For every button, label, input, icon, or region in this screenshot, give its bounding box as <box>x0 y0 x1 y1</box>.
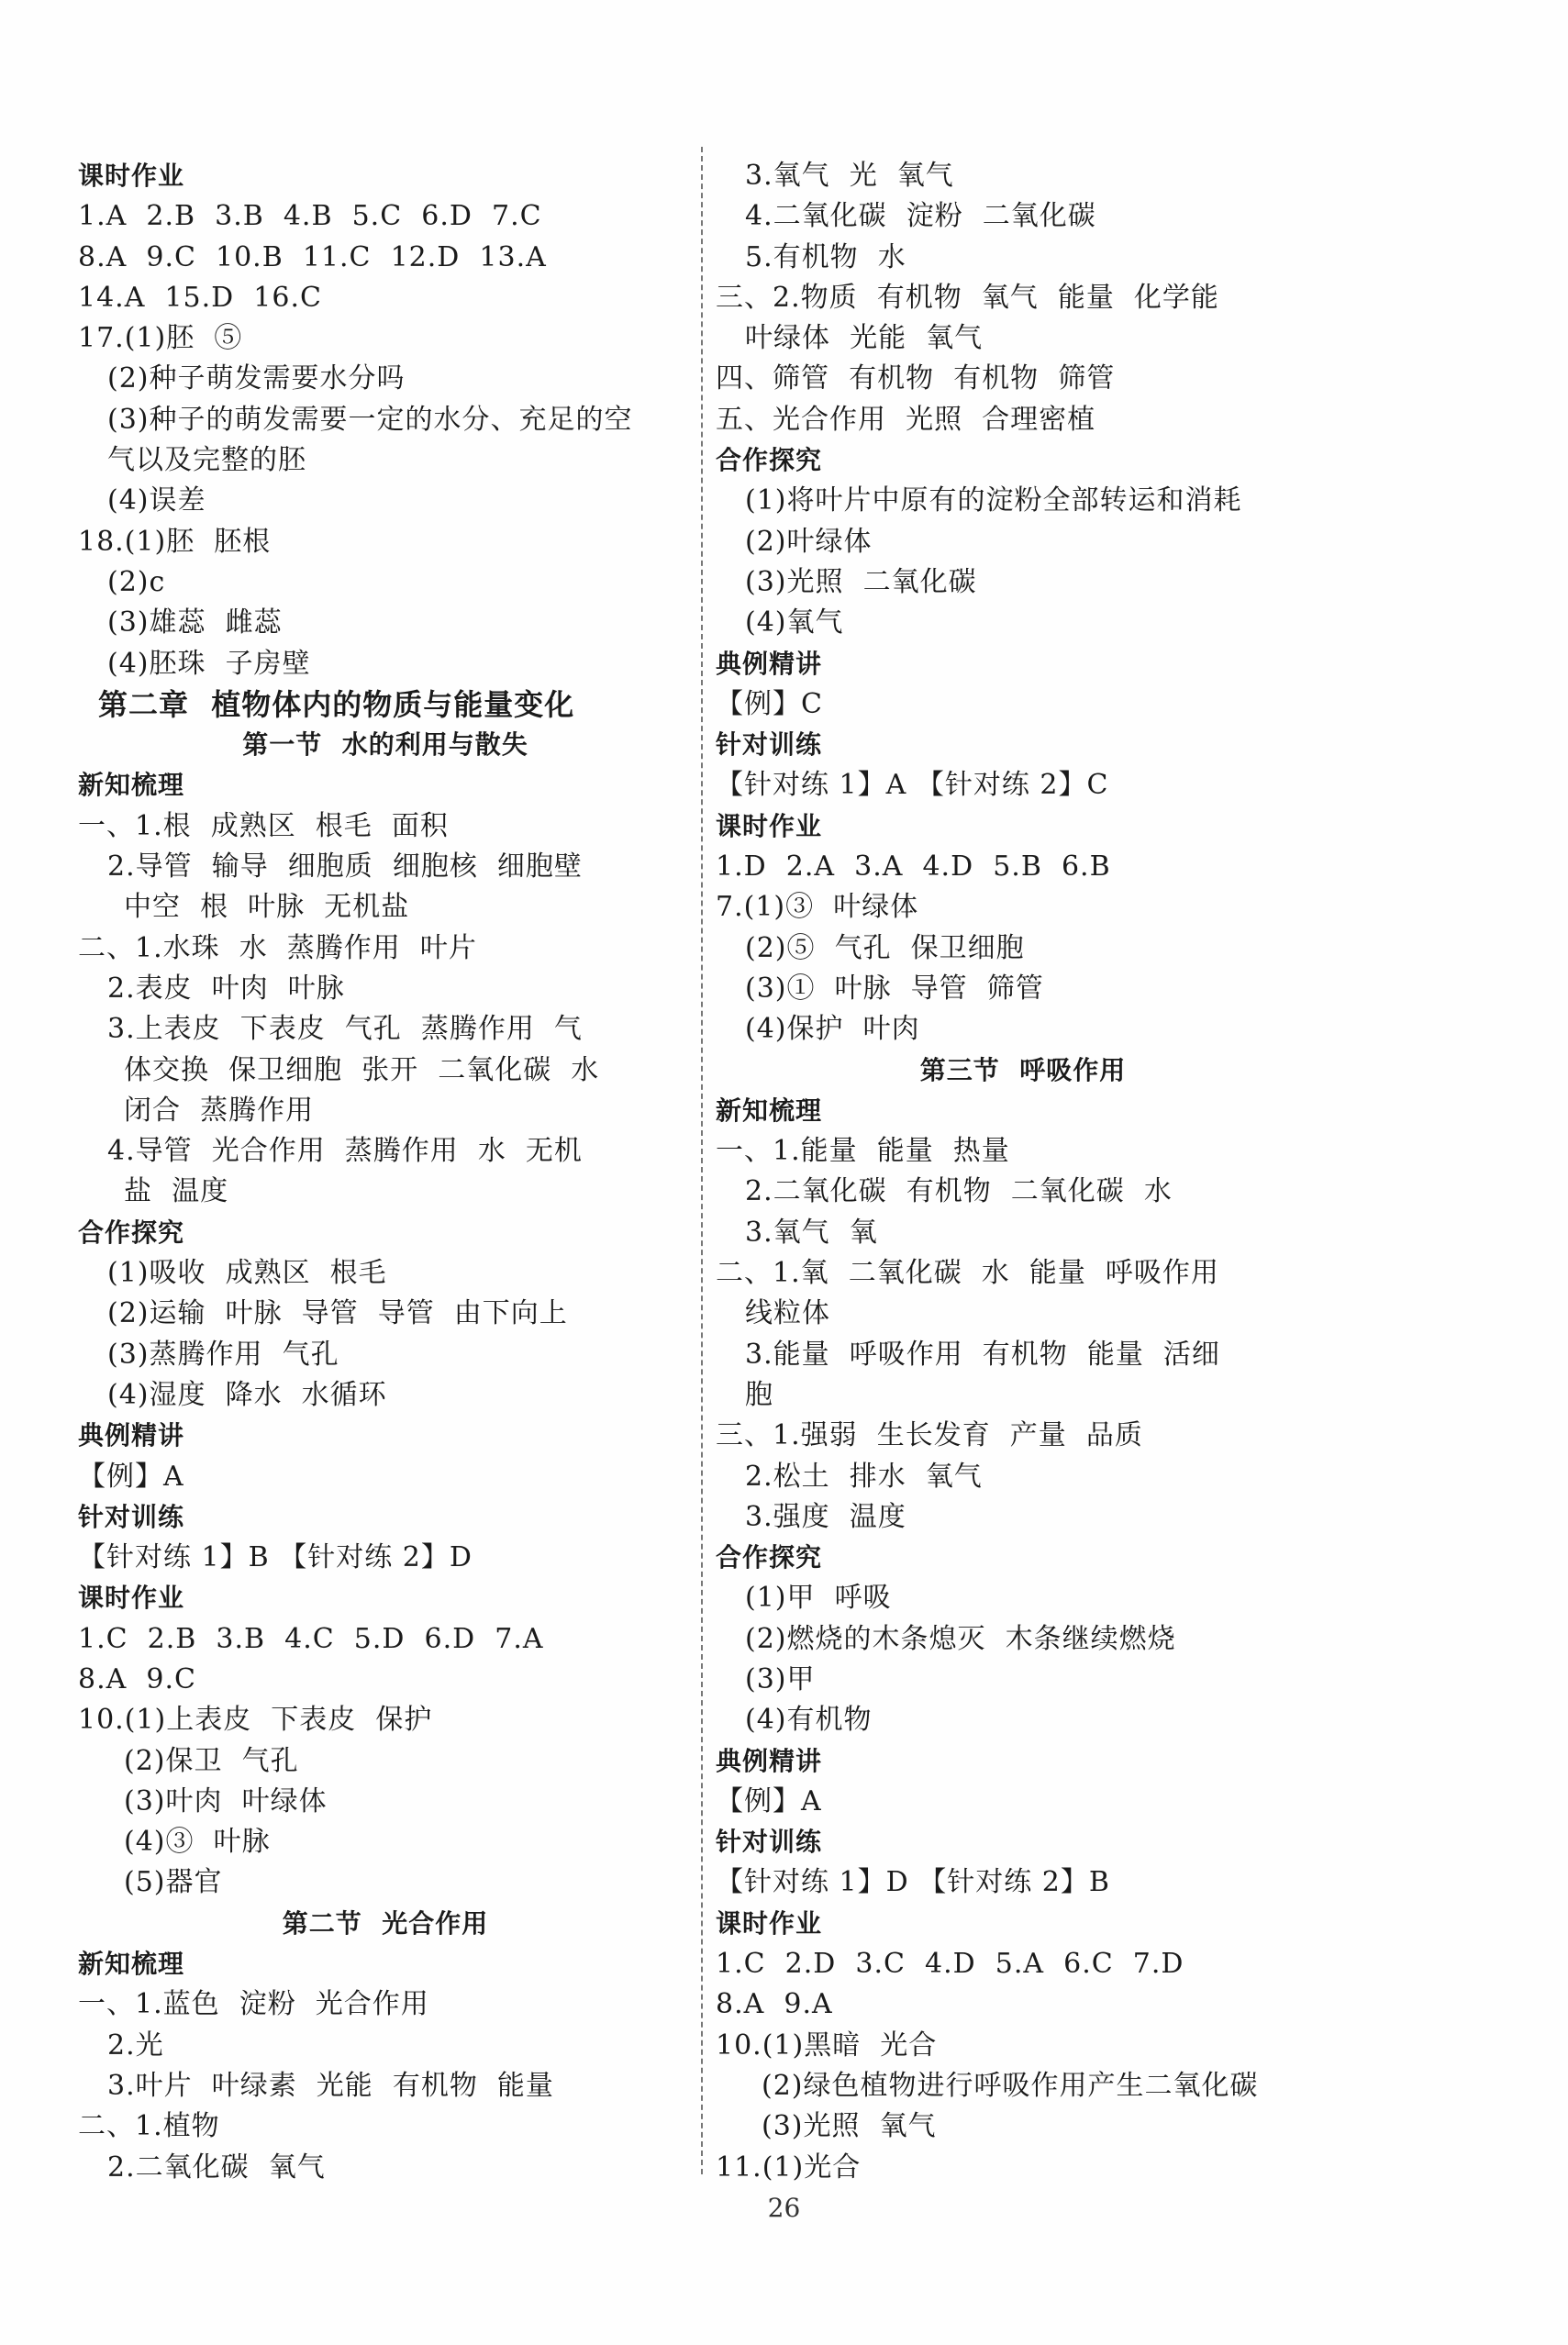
answer-line: 体交换 保卫细胞 张开 二氧化碳 水 <box>124 1053 600 1086</box>
section-heading: 课时作业 <box>716 1907 823 1939</box>
answer-line: 2.表皮 叶肉 叶脉 <box>107 972 345 1005</box>
answer-line: 10.(1)上表皮 下表皮 保护 <box>78 1704 433 1737</box>
answer-line: 1.C 2.D 3.C 4.D 5.A 6.C 7.D <box>716 1948 1184 1981</box>
answer-line: (2)绿色植物进行呼吸作用产生二氧化碳 <box>762 2069 1259 2102</box>
answer-line: 2.二氧化碳 有机物 二氧化碳 水 <box>745 1175 1173 1208</box>
section-heading: 典例精讲 <box>716 648 823 679</box>
answer-line: 2.导管 输导 细胞质 细胞核 细胞壁 <box>107 850 583 884</box>
answer-line: 10.(1)黑暗 光合 <box>716 2028 938 2062</box>
answer-line: (3)甲 <box>745 1662 816 1695</box>
section-heading: 课时作业 <box>78 161 185 191</box>
answer-line: 五、光合作用 光照 合理密植 <box>716 403 1096 436</box>
section-heading: 合作探究 <box>716 445 823 476</box>
answer-line: 4.二氧化碳 淀粉 二氧化碳 <box>745 200 1096 233</box>
answer-line: 盐 温度 <box>124 1175 229 1208</box>
answer-line: 线粒体 <box>745 1297 830 1330</box>
section-heading: 针对训练 <box>78 1501 185 1532</box>
answer-line: 8.A 9.C <box>78 1662 196 1695</box>
answer-line: 1.A 2.B 3.B 4.B 5.C 6.D 7.C <box>78 200 542 233</box>
answer-line: 【例】A <box>716 1784 822 1817</box>
answer-line: (1)将叶片中原有的淀粉全部转运和消耗 <box>745 484 1242 517</box>
section-heading: 典例精讲 <box>716 1745 823 1776</box>
answer-line: 18.(1)胚 胚根 <box>78 525 272 558</box>
answer-line: (1)吸收 成熟区 根毛 <box>107 1257 387 1290</box>
section-heading: 针对训练 <box>716 729 823 761</box>
answer-line: 一、1.蓝色 淀粉 光合作用 <box>78 1988 429 2021</box>
answer-line: 2.松土 排水 氧气 <box>745 1460 983 1493</box>
section-heading: 第三节 呼吸作用 <box>919 1054 1127 1085</box>
answer-line: 气以及完整的胚 <box>107 444 306 477</box>
answer-line: (4)有机物 <box>745 1704 873 1737</box>
answer-line: 5.有机物 水 <box>745 240 906 273</box>
answer-line: (2)燃烧的木条熄灭 木条继续燃烧 <box>745 1622 1176 1655</box>
section-heading: 第一节 水的利用与散失 <box>242 729 528 761</box>
answer-line: 8.A 9.C 10.B 11.C 12.D 13.A <box>78 240 547 273</box>
section-heading: 针对训练 <box>716 1827 823 1858</box>
answer-line: (4)保护 叶肉 <box>745 1013 920 1046</box>
answer-line: 胞 <box>745 1378 773 1411</box>
answer-line: 2.光 <box>107 2028 164 2062</box>
section-heading: 第二章 植物体内的物质与能量变化 <box>98 686 575 722</box>
answer-line: (3)光照 二氧化碳 <box>745 565 977 598</box>
answer-line: 3.强度 温度 <box>745 1500 906 1533</box>
section-heading: 课时作业 <box>78 1583 185 1614</box>
section-heading: 合作探究 <box>78 1217 185 1248</box>
answer-line: 一、1.根 成熟区 根毛 面积 <box>78 809 449 842</box>
answer-line: 3.氧气 氧 <box>745 1216 878 1249</box>
answer-line: 一、1.能量 能量 热量 <box>716 1135 1010 1168</box>
answer-line: 7.(1)③ 叶绿体 <box>716 891 919 924</box>
answer-line: (3)① 叶脉 导管 筛管 <box>745 972 1044 1005</box>
answer-line: 二、1.水珠 水 蒸腾作用 叶片 <box>78 931 477 964</box>
section-heading: 第二节 光合作用 <box>282 1907 489 1939</box>
answer-line: 14.A 15.D 16.C <box>78 281 322 314</box>
section-heading: 新知梳理 <box>78 1949 185 1980</box>
answer-line: (5)器官 <box>124 1866 223 1899</box>
answer-line: (3)光照 氧气 <box>762 2110 937 2143</box>
answer-line: 1.D 2.A 3.A 4.D 5.B 6.B <box>716 850 1111 884</box>
answer-line: 11.(1)光合 <box>716 2151 862 2184</box>
answer-line: 2.二氧化碳 氧气 <box>107 2151 326 2184</box>
answer-line: (4)误差 <box>107 484 206 517</box>
answer-line: 8.A 9.A <box>716 1988 833 2021</box>
section-heading: 课时作业 <box>716 810 823 841</box>
answer-line: 3.能量 呼吸作用 有机物 能量 活细 <box>745 1338 1220 1371</box>
answer-line: 三、1.强弱 生长发育 产量 品质 <box>716 1419 1143 1452</box>
answer-line: 1.C 2.B 3.B 4.C 5.D 6.D 7.A <box>78 1622 544 1655</box>
answer-line: (2)保卫 气孔 <box>124 1744 299 1777</box>
answer-line: (4)③ 叶脉 <box>124 1826 271 1859</box>
answer-line: (4)湿度 降水 水循环 <box>107 1378 387 1411</box>
answer-line: 【针对练 1】D 【针对练 2】B <box>716 1866 1110 1899</box>
answer-line: 3.氧气 光 氧气 <box>745 160 954 192</box>
section-heading: 新知梳理 <box>78 770 185 801</box>
section-heading: 典例精讲 <box>78 1420 185 1451</box>
answer-line: (3)叶肉 叶绿体 <box>124 1784 328 1817</box>
answer-line: (4)胚珠 子房壁 <box>107 647 311 680</box>
answer-line: (2)c <box>107 565 166 598</box>
answer-line: 【例】A <box>78 1460 184 1493</box>
answer-line: 【针对练 1】B 【针对练 2】D <box>78 1541 473 1574</box>
answer-line: 【例】C <box>716 687 823 720</box>
answer-line: 【针对练 1】A 【针对练 2】C <box>716 769 1109 802</box>
section-heading: 合作探究 <box>716 1542 823 1573</box>
answer-line: 3.叶片 叶绿素 光能 有机物 能量 <box>107 2069 554 2102</box>
answer-line: 叶绿体 光能 氧气 <box>745 322 984 355</box>
answer-line: 三、2.物质 有机物 氧气 能量 化学能 <box>716 281 1219 314</box>
answer-line: 二、1.植物 <box>78 2110 220 2143</box>
section-heading: 新知梳理 <box>716 1095 823 1126</box>
answer-line: 中空 根 叶脉 无机盐 <box>124 891 410 924</box>
answer-line: 3.上表皮 下表皮 气孔 蒸腾作用 气 <box>107 1013 583 1046</box>
answer-line: (3)雄蕊 雌蕊 <box>107 606 283 639</box>
answer-line: (4)氧气 <box>745 606 844 639</box>
answer-line: (2)⑤ 气孔 保卫细胞 <box>745 931 1025 964</box>
answer-line: 二、1.氧 二氧化碳 水 能量 呼吸作用 <box>716 1257 1219 1290</box>
answer-line: (1)甲 呼吸 <box>745 1582 892 1615</box>
answer-line: 17.(1)胚 ⑤ <box>78 322 243 355</box>
column-divider <box>701 147 703 2174</box>
answer-line: (3)种子的萌发需要一定的水分、充足的空 <box>107 403 633 436</box>
answer-line: (2)运输 叶脉 导管 导管 由下向上 <box>107 1297 568 1330</box>
answer-line: 闭合 蒸腾作用 <box>124 1094 315 1127</box>
answer-line: (2)叶绿体 <box>745 525 873 558</box>
left-column <box>78 156 693 2188</box>
answer-line: 4.导管 光合作用 蒸腾作用 水 无机 <box>107 1135 583 1168</box>
answer-line: 四、筛管 有机物 有机物 筛管 <box>716 362 1116 395</box>
right-column <box>716 156 1330 2188</box>
answer-line: (3)蒸腾作用 气孔 <box>107 1338 339 1371</box>
page-number: 26 <box>767 2193 801 2223</box>
answer-line: (2)种子萌发需要水分吗 <box>107 362 406 395</box>
